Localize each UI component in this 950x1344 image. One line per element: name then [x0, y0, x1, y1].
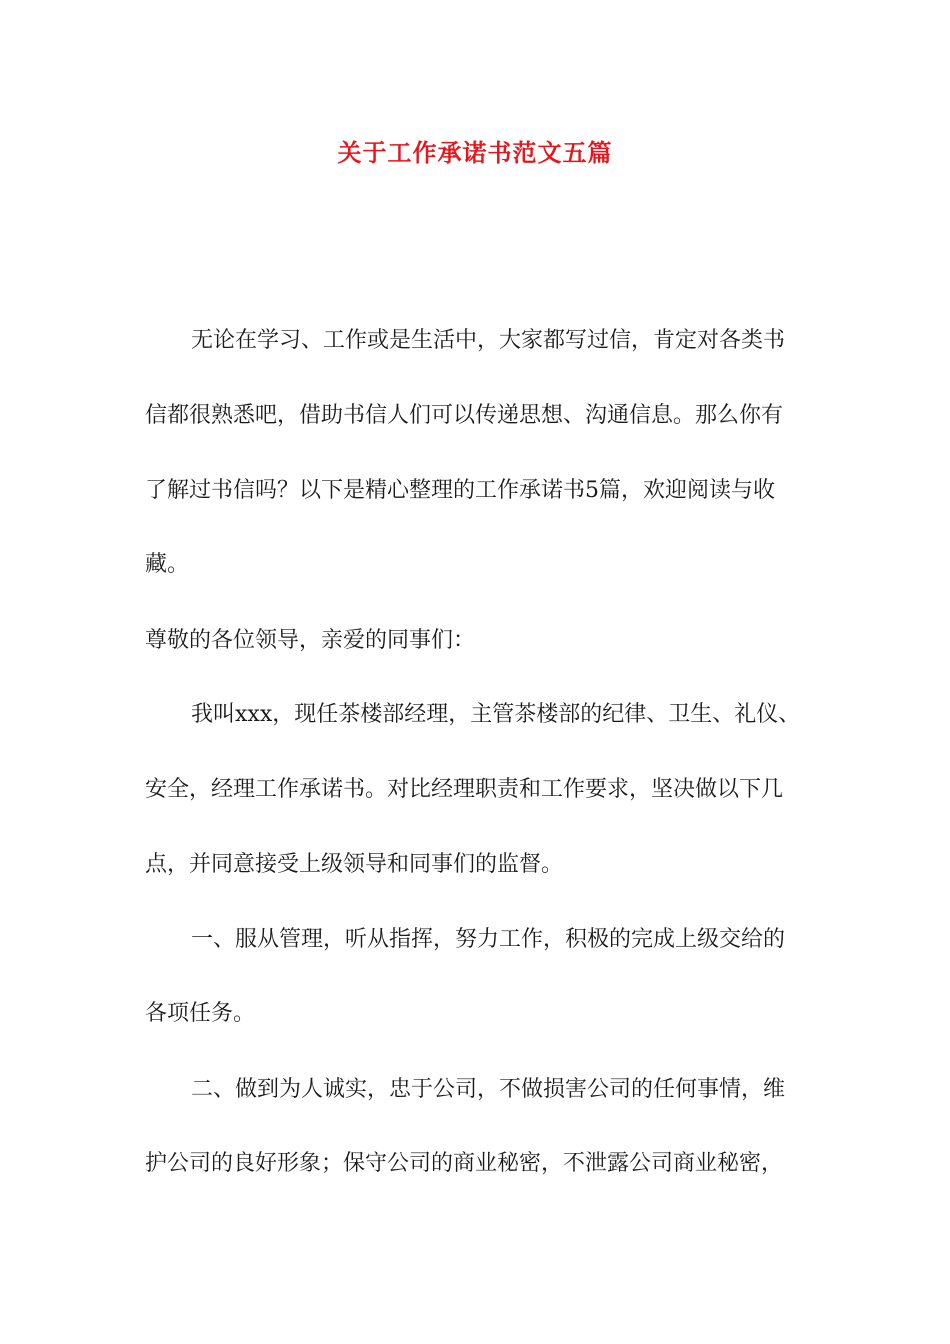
list-item-line: 一、服从管理，听从指挥，努力工作，积极的完成上级交给的 [191, 927, 786, 952]
salutation-line: 尊敬的各位领导，亲爱的同事们： [145, 628, 476, 653]
document-title: 关于工作承诺书范文五篇 [337, 138, 613, 167]
paragraph-line: 藏。 [145, 552, 190, 577]
paragraph-line: 无论在学习、工作或是生活中，大家都写过信，肯定对各类书 [191, 328, 786, 353]
list-item-line: 各项任务。 [145, 1001, 256, 1026]
paragraph-line: 了解过书信吗？以下是精心整理的工作承诺书5篇，欢迎阅读与收 [145, 478, 775, 503]
list-item-line: 二、做到为人诚实，忠于公司，不做损害公司的任何事情，维 [191, 1077, 786, 1102]
paragraph-line: 信都很熟悉吧，借助书信人们可以传递思想、沟通信息。那么你有 [145, 403, 784, 428]
list-item-line: 护公司的良好形象；保守公司的商业秘密，不泄露公司商业秘密， [145, 1151, 784, 1176]
paragraph-line: 我叫xxx，现任茶楼部经理，主管茶楼部的纪律、卫生、礼仪、 [191, 702, 801, 727]
paragraph-line: 安全，经理工作承诺书。对比经理职责和工作要求，坚决做以下几 [145, 777, 784, 802]
paragraph-line: 点，并同意接受上级领导和同事们的监督。 [145, 852, 564, 877]
